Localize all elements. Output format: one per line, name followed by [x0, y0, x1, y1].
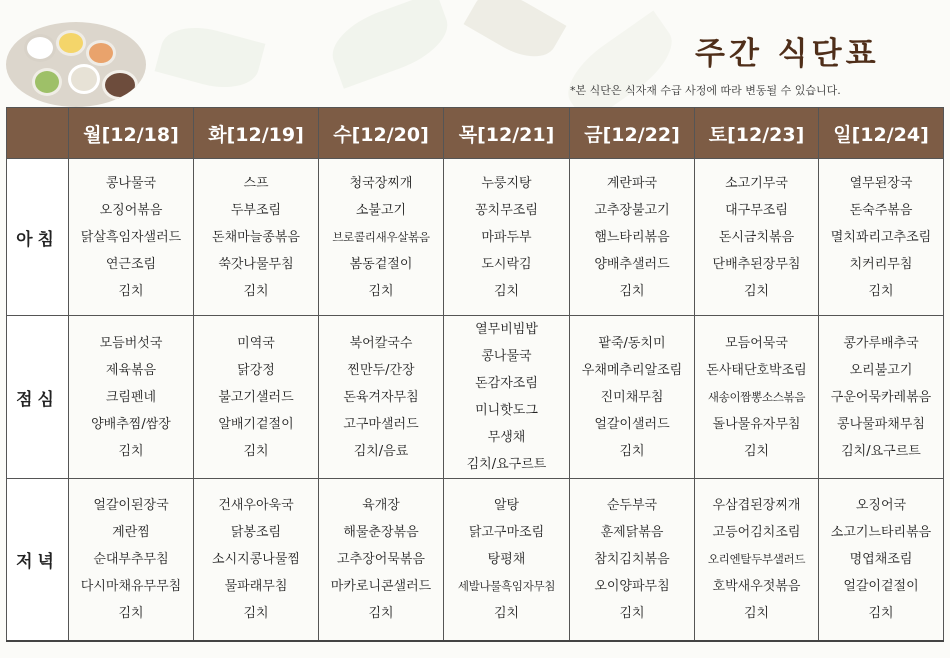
menu-item: 다시마채유무무침	[80, 579, 182, 594]
menu-item: 모듬버섯국	[99, 335, 163, 351]
leaf-decoration	[155, 18, 266, 97]
menu-item: 물파래무침	[224, 579, 288, 594]
meal-row	[7, 479, 944, 642]
menu-item: 김치	[743, 606, 770, 621]
menu-item: 김치	[118, 283, 144, 299]
menu-item: 김치	[118, 443, 144, 459]
menu-item: 김치	[118, 606, 144, 621]
menu-item: 오징어국	[855, 498, 907, 513]
menu-cell	[695, 479, 819, 642]
menu-item: 훈제닭볶음	[600, 525, 664, 540]
menu-item: 김치	[868, 283, 894, 299]
menu-cell	[444, 159, 570, 316]
menu-cell	[194, 316, 319, 479]
menu-item: 계란파국	[606, 175, 658, 191]
menu-item: 오이양파무침	[594, 579, 670, 594]
menu-item: 콩나물파채무침	[837, 416, 925, 432]
menu-item: 고등어김치조림	[712, 525, 801, 540]
menu-item: 누룽지탕	[481, 175, 532, 191]
menu-item: 돈육겨자무침	[343, 389, 419, 405]
meal-label: 저녁	[7, 479, 69, 642]
menu-item: 얼갈이된장국	[93, 498, 169, 513]
menu-item: 미니핫도그	[475, 403, 538, 418]
menu-item: 김치	[743, 443, 770, 459]
menu-item: 열무비빔밥	[475, 322, 538, 337]
menu-item: 김치/요구르트	[841, 443, 921, 459]
menu-item: 닭봉조림	[230, 525, 282, 540]
menu-item: 콩가루배추국	[843, 335, 919, 351]
menu-item: 대구무조림	[725, 202, 788, 218]
weekly-menu-table	[6, 107, 944, 642]
menu-item: 닭고구마조림	[468, 525, 545, 540]
menu-item: 북어칼국수	[349, 335, 413, 351]
menu-item: 참치김치볶음	[594, 552, 670, 567]
menu-cell	[194, 479, 319, 642]
menu-item: 꽁치무조림	[475, 202, 538, 218]
menu-item: 순대부추무침	[93, 552, 169, 567]
menu-item: 오징어볶음	[99, 202, 163, 218]
page-title: 주간 식단표	[695, 36, 880, 72]
menu-item: 우삼겹된장찌개	[712, 498, 801, 513]
menu-item: 김치	[743, 283, 770, 299]
menu-cell	[570, 316, 695, 479]
day-header: 목[12/21]	[444, 108, 570, 159]
menu-cell	[695, 159, 819, 316]
leaf-decoration	[323, 0, 456, 89]
menu-item: 돈채마늘종볶음	[212, 229, 300, 245]
menu-item: 양배추찜/쌈장	[91, 416, 171, 432]
menu-item: 김치	[493, 283, 520, 299]
menu-item: 새송이짬뽕소스볶음	[707, 389, 806, 404]
menu-item: 소고기느타리볶음	[830, 525, 932, 540]
menu-item: 김치	[619, 283, 645, 299]
menu-cell	[319, 316, 444, 479]
menu-item: 스프	[243, 175, 269, 191]
menu-item: 육개장	[362, 498, 400, 513]
menu-item: 두부조림	[230, 202, 282, 218]
menu-item: 오리엔탈두부샐러드	[707, 552, 806, 566]
menu-item: 탕평채	[487, 552, 526, 567]
menu-item: 김치	[243, 283, 269, 299]
menu-cell	[319, 159, 444, 316]
menu-item: 계란찜	[112, 525, 150, 540]
menu-item: 소시지콩나물찜	[212, 552, 300, 567]
menu-item: 돈사태단호박조림	[706, 362, 807, 378]
menu-item: 콩나물국	[105, 175, 157, 191]
menu-item: 돌나물유자무침	[712, 416, 801, 432]
corner-cell	[7, 108, 69, 159]
menu-item: 돈숙주볶음	[849, 202, 913, 218]
menu-item: 세발나물흑임자무침	[457, 579, 556, 593]
day-header: 화[12/19]	[194, 108, 319, 159]
menu-item: 건새우아욱국	[218, 498, 294, 513]
menu-item: 멸치꽈리고추조림	[830, 229, 932, 245]
menu-item: 불고기샐러드	[218, 389, 294, 405]
menu-cell	[69, 479, 194, 642]
menu-item: 도시락김	[481, 256, 532, 272]
menu-item: 김치	[243, 443, 269, 459]
menu-cell	[570, 479, 695, 642]
menu-item: 명엽채조림	[849, 552, 913, 567]
menu-item: 콩나물국	[481, 349, 532, 364]
day-header-row	[7, 108, 944, 159]
meal-label: 점심	[7, 316, 69, 479]
menu-item: 청국장찌개	[349, 175, 413, 191]
menu-cell	[819, 316, 944, 479]
menu-item: 호박새우젓볶음	[712, 579, 801, 594]
menu-cell	[444, 479, 570, 642]
menu-item: 진미채무침	[600, 389, 664, 405]
menu-item: 양배추샐러드	[594, 256, 670, 272]
menu-item: 소불고기	[355, 202, 407, 218]
menu-item: 모듬어묵국	[725, 335, 788, 351]
menu-item: 김치	[243, 606, 269, 621]
menu-item: 김치/요구르트	[466, 457, 547, 472]
menu-item: 닭강정	[237, 362, 275, 378]
menu-item: 김치	[368, 283, 394, 299]
menu-item: 알탕	[493, 498, 520, 513]
day-header: 토[12/23]	[695, 108, 819, 159]
menu-item: 무생채	[487, 430, 526, 445]
menu-cell	[194, 159, 319, 316]
menu-item: 연근조림	[105, 256, 157, 272]
day-header: 일[12/24]	[819, 108, 944, 159]
meal-row	[7, 316, 944, 479]
menu-item: 봄동겉절이	[349, 256, 413, 272]
menu-item: 돈시금치볶음	[718, 229, 795, 245]
menu-item: 제육볶음	[105, 362, 157, 378]
meal-row	[7, 159, 944, 316]
menu-cell	[819, 159, 944, 316]
menu-item: 쑥갓나물무침	[218, 256, 294, 272]
menu-item: 얼갈이샐러드	[594, 416, 670, 432]
menu-item: 김치	[619, 606, 645, 621]
menu-item: 순두부국	[606, 498, 658, 513]
leaf-decoration	[464, 0, 567, 69]
menu-item: 단배추된장무침	[712, 256, 801, 272]
food-plate-image	[6, 22, 146, 107]
menu-item: 구운어묵카레볶음	[830, 389, 932, 405]
menu-cell	[570, 159, 695, 316]
menu-cell	[69, 159, 194, 316]
menu-item: 김치	[619, 443, 645, 459]
menu-item: 고구마샐러드	[343, 416, 419, 432]
menu-item: 고추장어묵볶음	[337, 552, 425, 567]
menu-item: 돈감자조림	[475, 376, 538, 391]
menu-cell	[819, 479, 944, 642]
menu-item: 팥죽/동치미	[598, 335, 666, 351]
menu-cell	[69, 316, 194, 479]
menu-item: 열무된장국	[849, 175, 913, 191]
menu-cell	[695, 316, 819, 479]
menu-item: 찐만두/간장	[347, 362, 415, 378]
menu-item: 김치	[868, 606, 894, 621]
menu-item: 미역국	[237, 335, 275, 351]
menu-item: 얼갈이겉절이	[843, 579, 919, 594]
menu-cell	[319, 479, 444, 642]
menu-item: 우채메추리알조림	[581, 362, 683, 378]
menu-item: 김치/음료	[353, 443, 409, 459]
day-header: 금[12/22]	[570, 108, 695, 159]
menu-item: 오리불고기	[849, 362, 913, 378]
menu-cell	[444, 316, 570, 479]
menu-item: 알배기겉절이	[218, 416, 294, 432]
menu-item: 고추장불고기	[594, 202, 670, 218]
menu-item: 크림펜네	[105, 389, 157, 405]
menu-item: 브로콜리새우살볶음	[332, 229, 430, 244]
menu-item: 소고기무국	[725, 175, 788, 191]
menu-item: 햄느타리볶음	[594, 229, 670, 245]
notice-text: *본 식단은 식자재 수급 사정에 따라 변동될 수 있습니다.	[570, 84, 841, 97]
menu-item: 치커리무침	[849, 256, 913, 272]
day-header: 월[12/18]	[69, 108, 194, 159]
day-header: 수[12/20]	[319, 108, 444, 159]
menu-item: 김치	[368, 606, 394, 621]
menu-item: 해물춘장볶음	[343, 525, 419, 540]
menu-item: 마파두부	[481, 229, 532, 245]
meal-label: 아침	[7, 159, 69, 316]
menu-item: 김치	[493, 606, 520, 621]
menu-item: 닭살흑임자샐러드	[80, 229, 182, 245]
menu-item: 마카로니콘샐러드	[330, 579, 432, 594]
